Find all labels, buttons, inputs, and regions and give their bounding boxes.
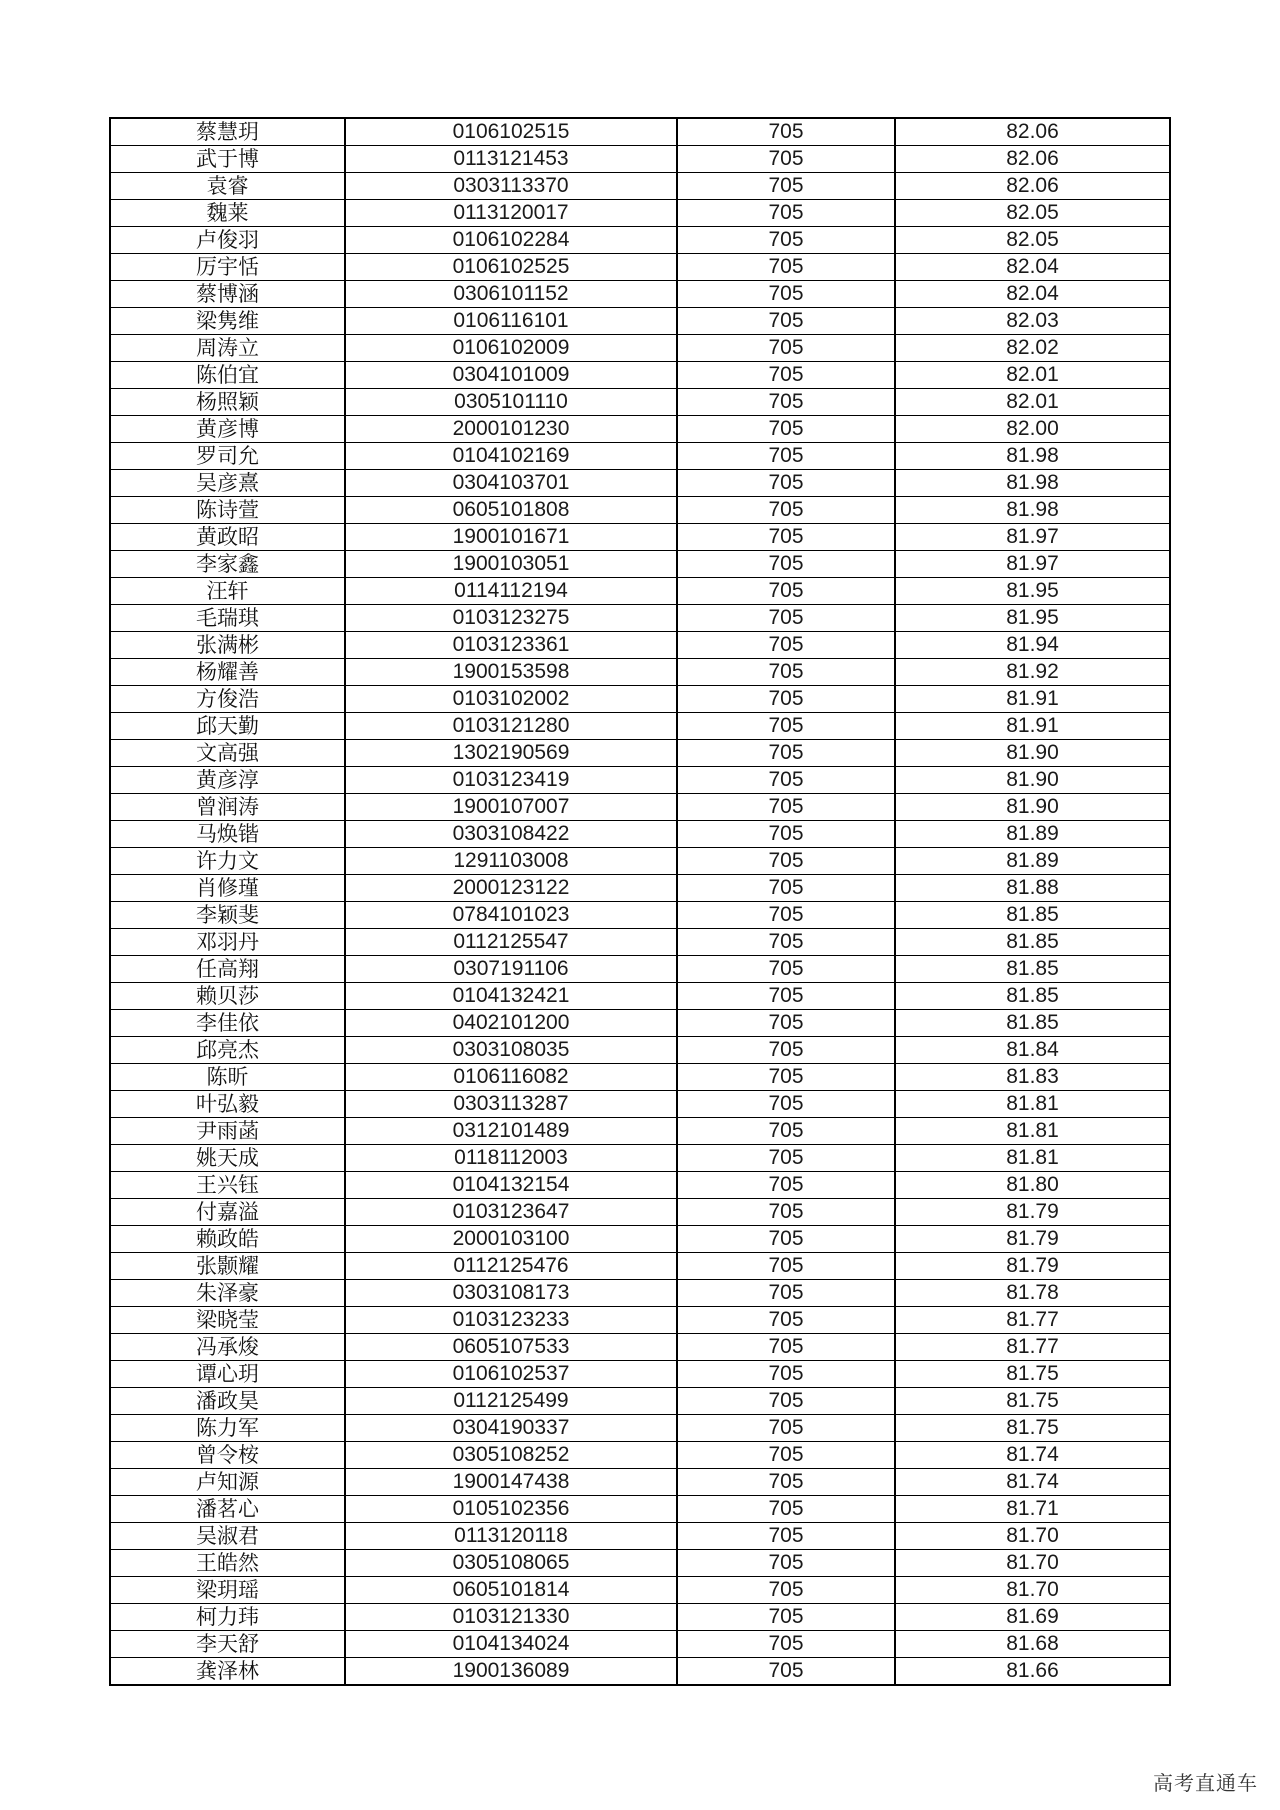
- score-cell: 81.85: [895, 929, 1170, 956]
- student-name-cell: 赖贝莎: [110, 983, 345, 1010]
- subject-code-cell: 705: [677, 1037, 895, 1064]
- score-cell: 81.89: [895, 821, 1170, 848]
- exam-id-cell: 0103123233: [345, 1307, 677, 1334]
- table-row: [110, 443, 1170, 470]
- exam-id-cell: 0113120017: [345, 200, 677, 227]
- subject-code-cell: 705: [677, 173, 895, 200]
- table-row: [110, 1658, 1170, 1686]
- subject-code-cell: 705: [677, 1442, 895, 1469]
- exam-id-cell: 0104134024: [345, 1631, 677, 1658]
- score-cell: 82.03: [895, 308, 1170, 335]
- table-row: [110, 1199, 1170, 1226]
- table-row: [110, 983, 1170, 1010]
- score-cell: 81.90: [895, 767, 1170, 794]
- exam-id-cell: 0103123361: [345, 632, 677, 659]
- table-row: [110, 200, 1170, 227]
- subject-code-cell: 705: [677, 254, 895, 281]
- subject-code-cell: 705: [677, 1550, 895, 1577]
- table-row: [110, 416, 1170, 443]
- student-name-cell: 许力文: [110, 848, 345, 875]
- subject-code-cell: 705: [677, 1496, 895, 1523]
- student-name-cell: 潘茗心: [110, 1496, 345, 1523]
- exam-id-cell: 0113121453: [345, 146, 677, 173]
- table-row: [110, 1550, 1170, 1577]
- score-cell: 81.91: [895, 713, 1170, 740]
- student-name-cell: 蔡博涵: [110, 281, 345, 308]
- student-name-cell: 汪轩: [110, 578, 345, 605]
- student-name-cell: 邱亮杰: [110, 1037, 345, 1064]
- exam-id-cell: 0104132154: [345, 1172, 677, 1199]
- student-name-cell: 李佳依: [110, 1010, 345, 1037]
- student-name-cell: 张满彬: [110, 632, 345, 659]
- exam-id-cell: 0113120118: [345, 1523, 677, 1550]
- student-name-cell: 武于博: [110, 146, 345, 173]
- subject-code-cell: 705: [677, 605, 895, 632]
- table-row: [110, 605, 1170, 632]
- table-row: [110, 929, 1170, 956]
- score-cell: 81.92: [895, 659, 1170, 686]
- subject-code-cell: 705: [677, 767, 895, 794]
- exam-id-cell: 0103121280: [345, 713, 677, 740]
- student-name-cell: 李天舒: [110, 1631, 345, 1658]
- exam-id-cell: 0103123647: [345, 1199, 677, 1226]
- exam-id-cell: 0306101152: [345, 281, 677, 308]
- exam-id-cell: 1900101671: [345, 524, 677, 551]
- subject-code-cell: 705: [677, 443, 895, 470]
- table-row: [110, 551, 1170, 578]
- score-cell: 81.66: [895, 1658, 1170, 1686]
- score-cell: 81.74: [895, 1469, 1170, 1496]
- subject-code-cell: 705: [677, 1469, 895, 1496]
- table-row: [110, 524, 1170, 551]
- subject-code-cell: 705: [677, 740, 895, 767]
- score-table: [109, 117, 1171, 1686]
- table-row: [110, 578, 1170, 605]
- score-cell: 81.91: [895, 686, 1170, 713]
- exam-id-cell: 0103121330: [345, 1604, 677, 1631]
- subject-code-cell: 705: [677, 713, 895, 740]
- table-row: [110, 1415, 1170, 1442]
- exam-id-cell: 1900103051: [345, 551, 677, 578]
- table-row: [110, 686, 1170, 713]
- score-cell: 82.01: [895, 389, 1170, 416]
- score-cell: 81.90: [895, 794, 1170, 821]
- student-name-cell: 陈伯宜: [110, 362, 345, 389]
- exam-id-cell: 1291103008: [345, 848, 677, 875]
- subject-code-cell: 705: [677, 659, 895, 686]
- table-row: [110, 902, 1170, 929]
- subject-code-cell: 705: [677, 1226, 895, 1253]
- exam-id-cell: 0103123275: [345, 605, 677, 632]
- exam-id-cell: 0104102169: [345, 443, 677, 470]
- table-row: [110, 1604, 1170, 1631]
- exam-id-cell: 0312101489: [345, 1118, 677, 1145]
- table-row: [110, 659, 1170, 686]
- table-row: [110, 1118, 1170, 1145]
- table-row: [110, 470, 1170, 497]
- student-name-cell: 朱泽豪: [110, 1280, 345, 1307]
- table-row: [110, 1145, 1170, 1172]
- exam-id-cell: 0103102002: [345, 686, 677, 713]
- subject-code-cell: 705: [677, 335, 895, 362]
- student-name-cell: 卢俊羽: [110, 227, 345, 254]
- subject-code-cell: 705: [677, 1523, 895, 1550]
- subject-code-cell: 705: [677, 146, 895, 173]
- subject-code-cell: 705: [677, 821, 895, 848]
- score-cell: 81.77: [895, 1307, 1170, 1334]
- subject-code-cell: 705: [677, 1388, 895, 1415]
- table-row: [110, 848, 1170, 875]
- subject-code-cell: 705: [677, 497, 895, 524]
- subject-code-cell: 705: [677, 1307, 895, 1334]
- student-name-cell: 曾润涛: [110, 794, 345, 821]
- score-cell: 81.79: [895, 1253, 1170, 1280]
- exam-id-cell: 0112125476: [345, 1253, 677, 1280]
- student-name-cell: 文高强: [110, 740, 345, 767]
- table-row: [110, 956, 1170, 983]
- table-row: [110, 1091, 1170, 1118]
- score-sheet: [109, 117, 1169, 1686]
- student-name-cell: 邓羽丹: [110, 929, 345, 956]
- exam-id-cell: 0605101808: [345, 497, 677, 524]
- subject-code-cell: 705: [677, 848, 895, 875]
- student-name-cell: 黄彦博: [110, 416, 345, 443]
- student-name-cell: 潘政昊: [110, 1388, 345, 1415]
- subject-code-cell: 705: [677, 227, 895, 254]
- exam-id-cell: 0784101023: [345, 902, 677, 929]
- score-cell: 82.04: [895, 281, 1170, 308]
- student-name-cell: 魏莱: [110, 200, 345, 227]
- exam-id-cell: 0106102284: [345, 227, 677, 254]
- student-name-cell: 吴彦熹: [110, 470, 345, 497]
- subject-code-cell: 705: [677, 281, 895, 308]
- score-cell: 81.85: [895, 1010, 1170, 1037]
- score-cell: 81.85: [895, 956, 1170, 983]
- score-cell: 81.94: [895, 632, 1170, 659]
- student-name-cell: 王兴钰: [110, 1172, 345, 1199]
- score-cell: 81.79: [895, 1226, 1170, 1253]
- score-cell: 81.98: [895, 497, 1170, 524]
- table-row: [110, 740, 1170, 767]
- exam-id-cell: 0105102356: [345, 1496, 677, 1523]
- exam-id-cell: 0106116101: [345, 308, 677, 335]
- table-row: [110, 362, 1170, 389]
- table-row: [110, 1037, 1170, 1064]
- exam-id-cell: 0402101200: [345, 1010, 677, 1037]
- student-name-cell: 李颖斐: [110, 902, 345, 929]
- score-cell: 82.05: [895, 227, 1170, 254]
- score-cell: 81.75: [895, 1415, 1170, 1442]
- student-name-cell: 叶弘毅: [110, 1091, 345, 1118]
- score-cell: 81.80: [895, 1172, 1170, 1199]
- student-name-cell: 厉宇恬: [110, 254, 345, 281]
- score-cell: 81.84: [895, 1037, 1170, 1064]
- exam-id-cell: 0303108035: [345, 1037, 677, 1064]
- table-row: [110, 1253, 1170, 1280]
- table-row: [110, 1010, 1170, 1037]
- score-cell: 81.90: [895, 740, 1170, 767]
- exam-id-cell: 0305108252: [345, 1442, 677, 1469]
- student-name-cell: 方俊浩: [110, 686, 345, 713]
- score-cell: 82.06: [895, 118, 1170, 146]
- subject-code-cell: 705: [677, 929, 895, 956]
- score-cell: 81.79: [895, 1199, 1170, 1226]
- student-name-cell: 柯力玮: [110, 1604, 345, 1631]
- exam-id-cell: 0104132421: [345, 983, 677, 1010]
- subject-code-cell: 705: [677, 1199, 895, 1226]
- score-cell: 81.85: [895, 983, 1170, 1010]
- exam-id-cell: 1900153598: [345, 659, 677, 686]
- table-row: [110, 875, 1170, 902]
- exam-id-cell: 1900107007: [345, 794, 677, 821]
- score-cell: 81.69: [895, 1604, 1170, 1631]
- student-name-cell: 杨耀善: [110, 659, 345, 686]
- student-name-cell: 杨照颖: [110, 389, 345, 416]
- exam-id-cell: 1302190569: [345, 740, 677, 767]
- student-name-cell: 梁晓莹: [110, 1307, 345, 1334]
- score-cell: 81.75: [895, 1388, 1170, 1415]
- table-row: [110, 821, 1170, 848]
- student-name-cell: 谭心玥: [110, 1361, 345, 1388]
- exam-id-cell: 0304103701: [345, 470, 677, 497]
- score-cell: 82.06: [895, 173, 1170, 200]
- score-table-body: [110, 118, 1170, 1685]
- subject-code-cell: 705: [677, 1145, 895, 1172]
- subject-code-cell: 705: [677, 1091, 895, 1118]
- score-cell: 81.98: [895, 470, 1170, 497]
- subject-code-cell: 705: [677, 1010, 895, 1037]
- score-cell: 81.74: [895, 1442, 1170, 1469]
- student-name-cell: 付嘉溢: [110, 1199, 345, 1226]
- exam-id-cell: 0303113287: [345, 1091, 677, 1118]
- student-name-cell: 黄政昭: [110, 524, 345, 551]
- subject-code-cell: 705: [677, 1604, 895, 1631]
- table-row: [110, 1172, 1170, 1199]
- exam-id-cell: 1900147438: [345, 1469, 677, 1496]
- student-name-cell: 姚天成: [110, 1145, 345, 1172]
- score-cell: 81.83: [895, 1064, 1170, 1091]
- score-cell: 81.81: [895, 1118, 1170, 1145]
- score-cell: 82.00: [895, 416, 1170, 443]
- score-cell: 82.01: [895, 362, 1170, 389]
- score-cell: 81.70: [895, 1550, 1170, 1577]
- student-name-cell: 任高翔: [110, 956, 345, 983]
- subject-code-cell: 705: [677, 389, 895, 416]
- exam-id-cell: 0303108422: [345, 821, 677, 848]
- subject-code-cell: 705: [677, 1631, 895, 1658]
- table-row: [110, 767, 1170, 794]
- subject-code-cell: 705: [677, 1280, 895, 1307]
- table-row: [110, 1307, 1170, 1334]
- score-cell: 81.98: [895, 443, 1170, 470]
- score-cell: 81.97: [895, 551, 1170, 578]
- score-cell: 81.88: [895, 875, 1170, 902]
- table-row: [110, 308, 1170, 335]
- exam-id-cell: 0303113370: [345, 173, 677, 200]
- student-name-cell: 陈力军: [110, 1415, 345, 1442]
- score-cell: 82.02: [895, 335, 1170, 362]
- subject-code-cell: 705: [677, 1064, 895, 1091]
- student-name-cell: 尹雨菡: [110, 1118, 345, 1145]
- exam-id-cell: 0114112194: [345, 578, 677, 605]
- table-row: [110, 1469, 1170, 1496]
- subject-code-cell: 705: [677, 1415, 895, 1442]
- table-row: [110, 632, 1170, 659]
- student-name-cell: 肖修瑾: [110, 875, 345, 902]
- subject-code-cell: 705: [677, 470, 895, 497]
- subject-code-cell: 705: [677, 578, 895, 605]
- score-cell: 82.05: [895, 200, 1170, 227]
- student-name-cell: 马焕锴: [110, 821, 345, 848]
- score-cell: 81.95: [895, 578, 1170, 605]
- score-cell: 81.68: [895, 1631, 1170, 1658]
- exam-id-cell: 0112125547: [345, 929, 677, 956]
- student-name-cell: 曾令桉: [110, 1442, 345, 1469]
- subject-code-cell: 705: [677, 308, 895, 335]
- student-name-cell: 陈诗萱: [110, 497, 345, 524]
- exam-id-cell: 0605107533: [345, 1334, 677, 1361]
- exam-id-cell: 0304101009: [345, 362, 677, 389]
- subject-code-cell: 705: [677, 551, 895, 578]
- subject-code-cell: 705: [677, 875, 895, 902]
- exam-id-cell: 0305108065: [345, 1550, 677, 1577]
- student-name-cell: 黄彦淳: [110, 767, 345, 794]
- table-row: [110, 1334, 1170, 1361]
- student-name-cell: 王皓然: [110, 1550, 345, 1577]
- subject-code-cell: 705: [677, 362, 895, 389]
- watermark-text: 高考直通车: [1153, 1771, 1258, 1795]
- subject-code-cell: 705: [677, 794, 895, 821]
- score-cell: 81.85: [895, 902, 1170, 929]
- table-row: [110, 118, 1170, 146]
- table-row: [110, 173, 1170, 200]
- table-row: [110, 1280, 1170, 1307]
- table-row: [110, 227, 1170, 254]
- score-cell: 82.04: [895, 254, 1170, 281]
- subject-code-cell: 705: [677, 1172, 895, 1199]
- exam-id-cell: 2000103100: [345, 1226, 677, 1253]
- exam-id-cell: 0106116082: [345, 1064, 677, 1091]
- subject-code-cell: 705: [677, 200, 895, 227]
- exam-id-cell: 2000101230: [345, 416, 677, 443]
- student-name-cell: 邱天勤: [110, 713, 345, 740]
- score-cell: 81.81: [895, 1145, 1170, 1172]
- student-name-cell: 梁玥瑶: [110, 1577, 345, 1604]
- score-cell: 81.70: [895, 1523, 1170, 1550]
- student-name-cell: 张颢耀: [110, 1253, 345, 1280]
- subject-code-cell: 705: [677, 1334, 895, 1361]
- table-row: [110, 254, 1170, 281]
- table-row: [110, 1361, 1170, 1388]
- exam-id-cell: 2000123122: [345, 875, 677, 902]
- subject-code-cell: 705: [677, 416, 895, 443]
- score-cell: 81.95: [895, 605, 1170, 632]
- table-row: [110, 497, 1170, 524]
- subject-code-cell: 705: [677, 1577, 895, 1604]
- table-row: [110, 146, 1170, 173]
- student-name-cell: 吴淑君: [110, 1523, 345, 1550]
- subject-code-cell: 705: [677, 1118, 895, 1145]
- exam-id-cell: 1900136089: [345, 1658, 677, 1686]
- table-row: [110, 1631, 1170, 1658]
- table-row: [110, 1523, 1170, 1550]
- student-name-cell: 罗司允: [110, 443, 345, 470]
- score-cell: 81.97: [895, 524, 1170, 551]
- score-cell: 81.78: [895, 1280, 1170, 1307]
- table-row: [110, 1064, 1170, 1091]
- student-name-cell: 冯承焌: [110, 1334, 345, 1361]
- score-cell: 81.71: [895, 1496, 1170, 1523]
- subject-code-cell: 705: [677, 524, 895, 551]
- subject-code-cell: 705: [677, 1361, 895, 1388]
- score-cell: 81.70: [895, 1577, 1170, 1604]
- table-row: [110, 794, 1170, 821]
- subject-code-cell: 705: [677, 686, 895, 713]
- student-name-cell: 袁睿: [110, 173, 345, 200]
- student-name-cell: 龚泽林: [110, 1658, 345, 1686]
- subject-code-cell: 705: [677, 1658, 895, 1686]
- table-row: [110, 1496, 1170, 1523]
- table-row: [110, 1388, 1170, 1415]
- exam-id-cell: 0106102009: [345, 335, 677, 362]
- subject-code-cell: 705: [677, 1253, 895, 1280]
- table-row: [110, 389, 1170, 416]
- table-row: [110, 335, 1170, 362]
- exam-id-cell: 0303108173: [345, 1280, 677, 1307]
- exam-id-cell: 0112125499: [345, 1388, 677, 1415]
- exam-id-cell: 0106102537: [345, 1361, 677, 1388]
- student-name-cell: 周涛立: [110, 335, 345, 362]
- student-name-cell: 陈昕: [110, 1064, 345, 1091]
- exam-id-cell: 0304190337: [345, 1415, 677, 1442]
- subject-code-cell: 705: [677, 632, 895, 659]
- student-name-cell: 梁隽维: [110, 308, 345, 335]
- student-name-cell: 卢知源: [110, 1469, 345, 1496]
- student-name-cell: 赖政皓: [110, 1226, 345, 1253]
- subject-code-cell: 705: [677, 902, 895, 929]
- exam-id-cell: 0118112003: [345, 1145, 677, 1172]
- exam-id-cell: 0106102525: [345, 254, 677, 281]
- subject-code-cell: 705: [677, 118, 895, 146]
- table-row: [110, 1442, 1170, 1469]
- table-row: [110, 1577, 1170, 1604]
- student-name-cell: 李家鑫: [110, 551, 345, 578]
- table-row: [110, 1226, 1170, 1253]
- subject-code-cell: 705: [677, 956, 895, 983]
- student-name-cell: 毛瑞琪: [110, 605, 345, 632]
- exam-id-cell: 0106102515: [345, 118, 677, 146]
- table-row: [110, 281, 1170, 308]
- subject-code-cell: 705: [677, 983, 895, 1010]
- score-cell: 82.06: [895, 146, 1170, 173]
- score-cell: 81.89: [895, 848, 1170, 875]
- score-cell: 81.81: [895, 1091, 1170, 1118]
- exam-id-cell: 0305101110: [345, 389, 677, 416]
- exam-id-cell: 0307191106: [345, 956, 677, 983]
- score-cell: 81.75: [895, 1361, 1170, 1388]
- student-name-cell: 蔡慧玥: [110, 118, 345, 146]
- score-cell: 81.77: [895, 1334, 1170, 1361]
- exam-id-cell: 0605101814: [345, 1577, 677, 1604]
- exam-id-cell: 0103123419: [345, 767, 677, 794]
- table-row: [110, 713, 1170, 740]
